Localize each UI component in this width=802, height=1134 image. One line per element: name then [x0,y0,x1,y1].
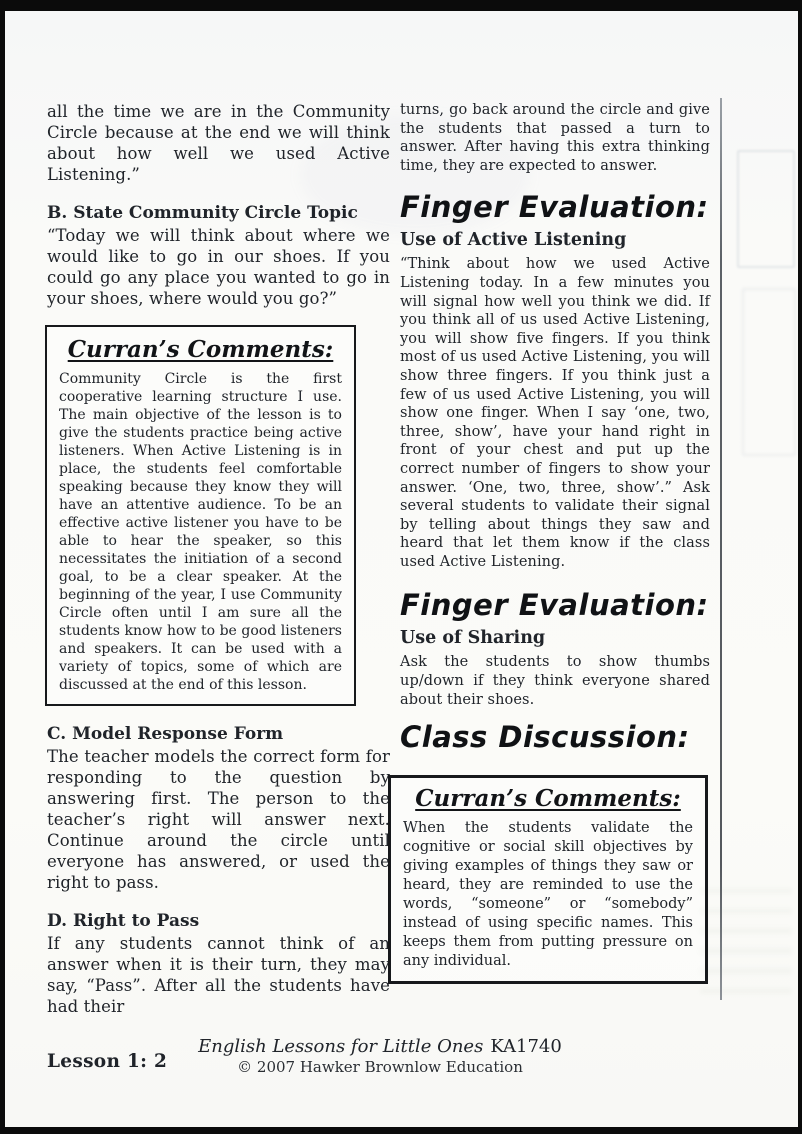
currans-comments-body: Community Circle is the first cooperative learning structure I use. The main objective of the lesson is to give the students practice being active listeners. When Active Listening is in place, the students feel comfortable speaking because they know they will have an attentive audience. To be an effective active listener you have to be able to hear the speaker, so this necessitates the initiation of a second goal, to be a clear speaker. At the beginning of the year, I use Community Circle often until I am sure all the students know how to be good listeners and speakers. It can be used with a variety of topics, some of which are discussed at the end of this lesson. [59,371,342,693]
finger-evaluation-1-body: “Think about how we used Active Listening today. In a few minutes you will signal how well you think we did. If you think all of us used Active Listening, you will show five fingers. If you think most of us used Active Listening, you will show three fingers. If you think just a few of us used Active Listening, you will show one finger. When I say ‘one, two, three, show’, have your hand right in front of your chest and put up the correct number of fingers to show your answer. ‘One, two, three, show’.” Ask several students to validate their signal by telling about things they saw and heard that let them know if the class used Active Listening. [400,256,710,570]
class-discussion-heading: Class Discussion: [400,720,690,755]
section-d-body: If any students cannot think of an answer when it is their turn, they may say, “Pass”. After all the students have had their [47,934,390,1016]
product-code: KA1740 [490,1036,562,1057]
currans-comments-box-left [45,325,356,706]
currans-comments-body: When the students validate the cognitive or social skill objectives by giving examples of things they saw or heard, they are reminded to use the words, “someone” or “somebody” instead of using specific names. This keeps them from putting pressure on any individual. [403,820,693,970]
page-number-label: Lesson 1: 2 [47,1051,168,1072]
currans-comments-heading: Curran’s Comments: [67,336,334,363]
finger-evaluation-2-heading: Finger Evaluation: [400,588,709,623]
footer-imprint [110,1036,650,1077]
copyright-line: © 2007 Hawker Brownlow Education [237,1058,523,1076]
currans-comments-heading: Curran’s Comments: [415,785,681,813]
finger-evaluation-2-body: Ask the students to show thumbs up/down if they think everyone shared about their shoes. [400,654,710,708]
section-b-heading: B. State Community Circle Topic [47,203,358,223]
footer-title-line [110,1036,650,1058]
finger-evaluation-1-heading: Finger Evaluation: [400,190,709,225]
section-c-body: The teacher models the correct form for responding to the question by answering first. The person to the teacher’s right will answer next. Continue around the circle until everyone has answered, or used the right to pass. [47,747,390,892]
intro-paragraph: all the time we are in the Community Circle because at the end we will think about how well we used Active Listening.” [47,102,390,184]
continuation-paragraph: turns, go back around the circle and give the students that passed a turn to answer. After having this extra thinking time, they are expected to answer. [400,102,710,174]
finger-evaluation-1-subheading: Use of Active Listening [400,230,627,251]
section-b-body: “Today we will think about where we would like to go in our shoes. If you could go any place you wanted to go in your shoes, where would you go?” [47,226,390,308]
left-column [47,101,390,1017]
right-column [400,101,710,984]
section-d-heading: D. Right to Pass [47,911,200,931]
column-divider-rule [720,98,722,1000]
section-c-heading: C. Model Response Form [47,724,284,744]
currans-comments-box-right [388,775,708,984]
book-title: English Lessons for Little Ones [198,1036,484,1057]
finger-evaluation-2-subheading: Use of Sharing [400,628,546,649]
